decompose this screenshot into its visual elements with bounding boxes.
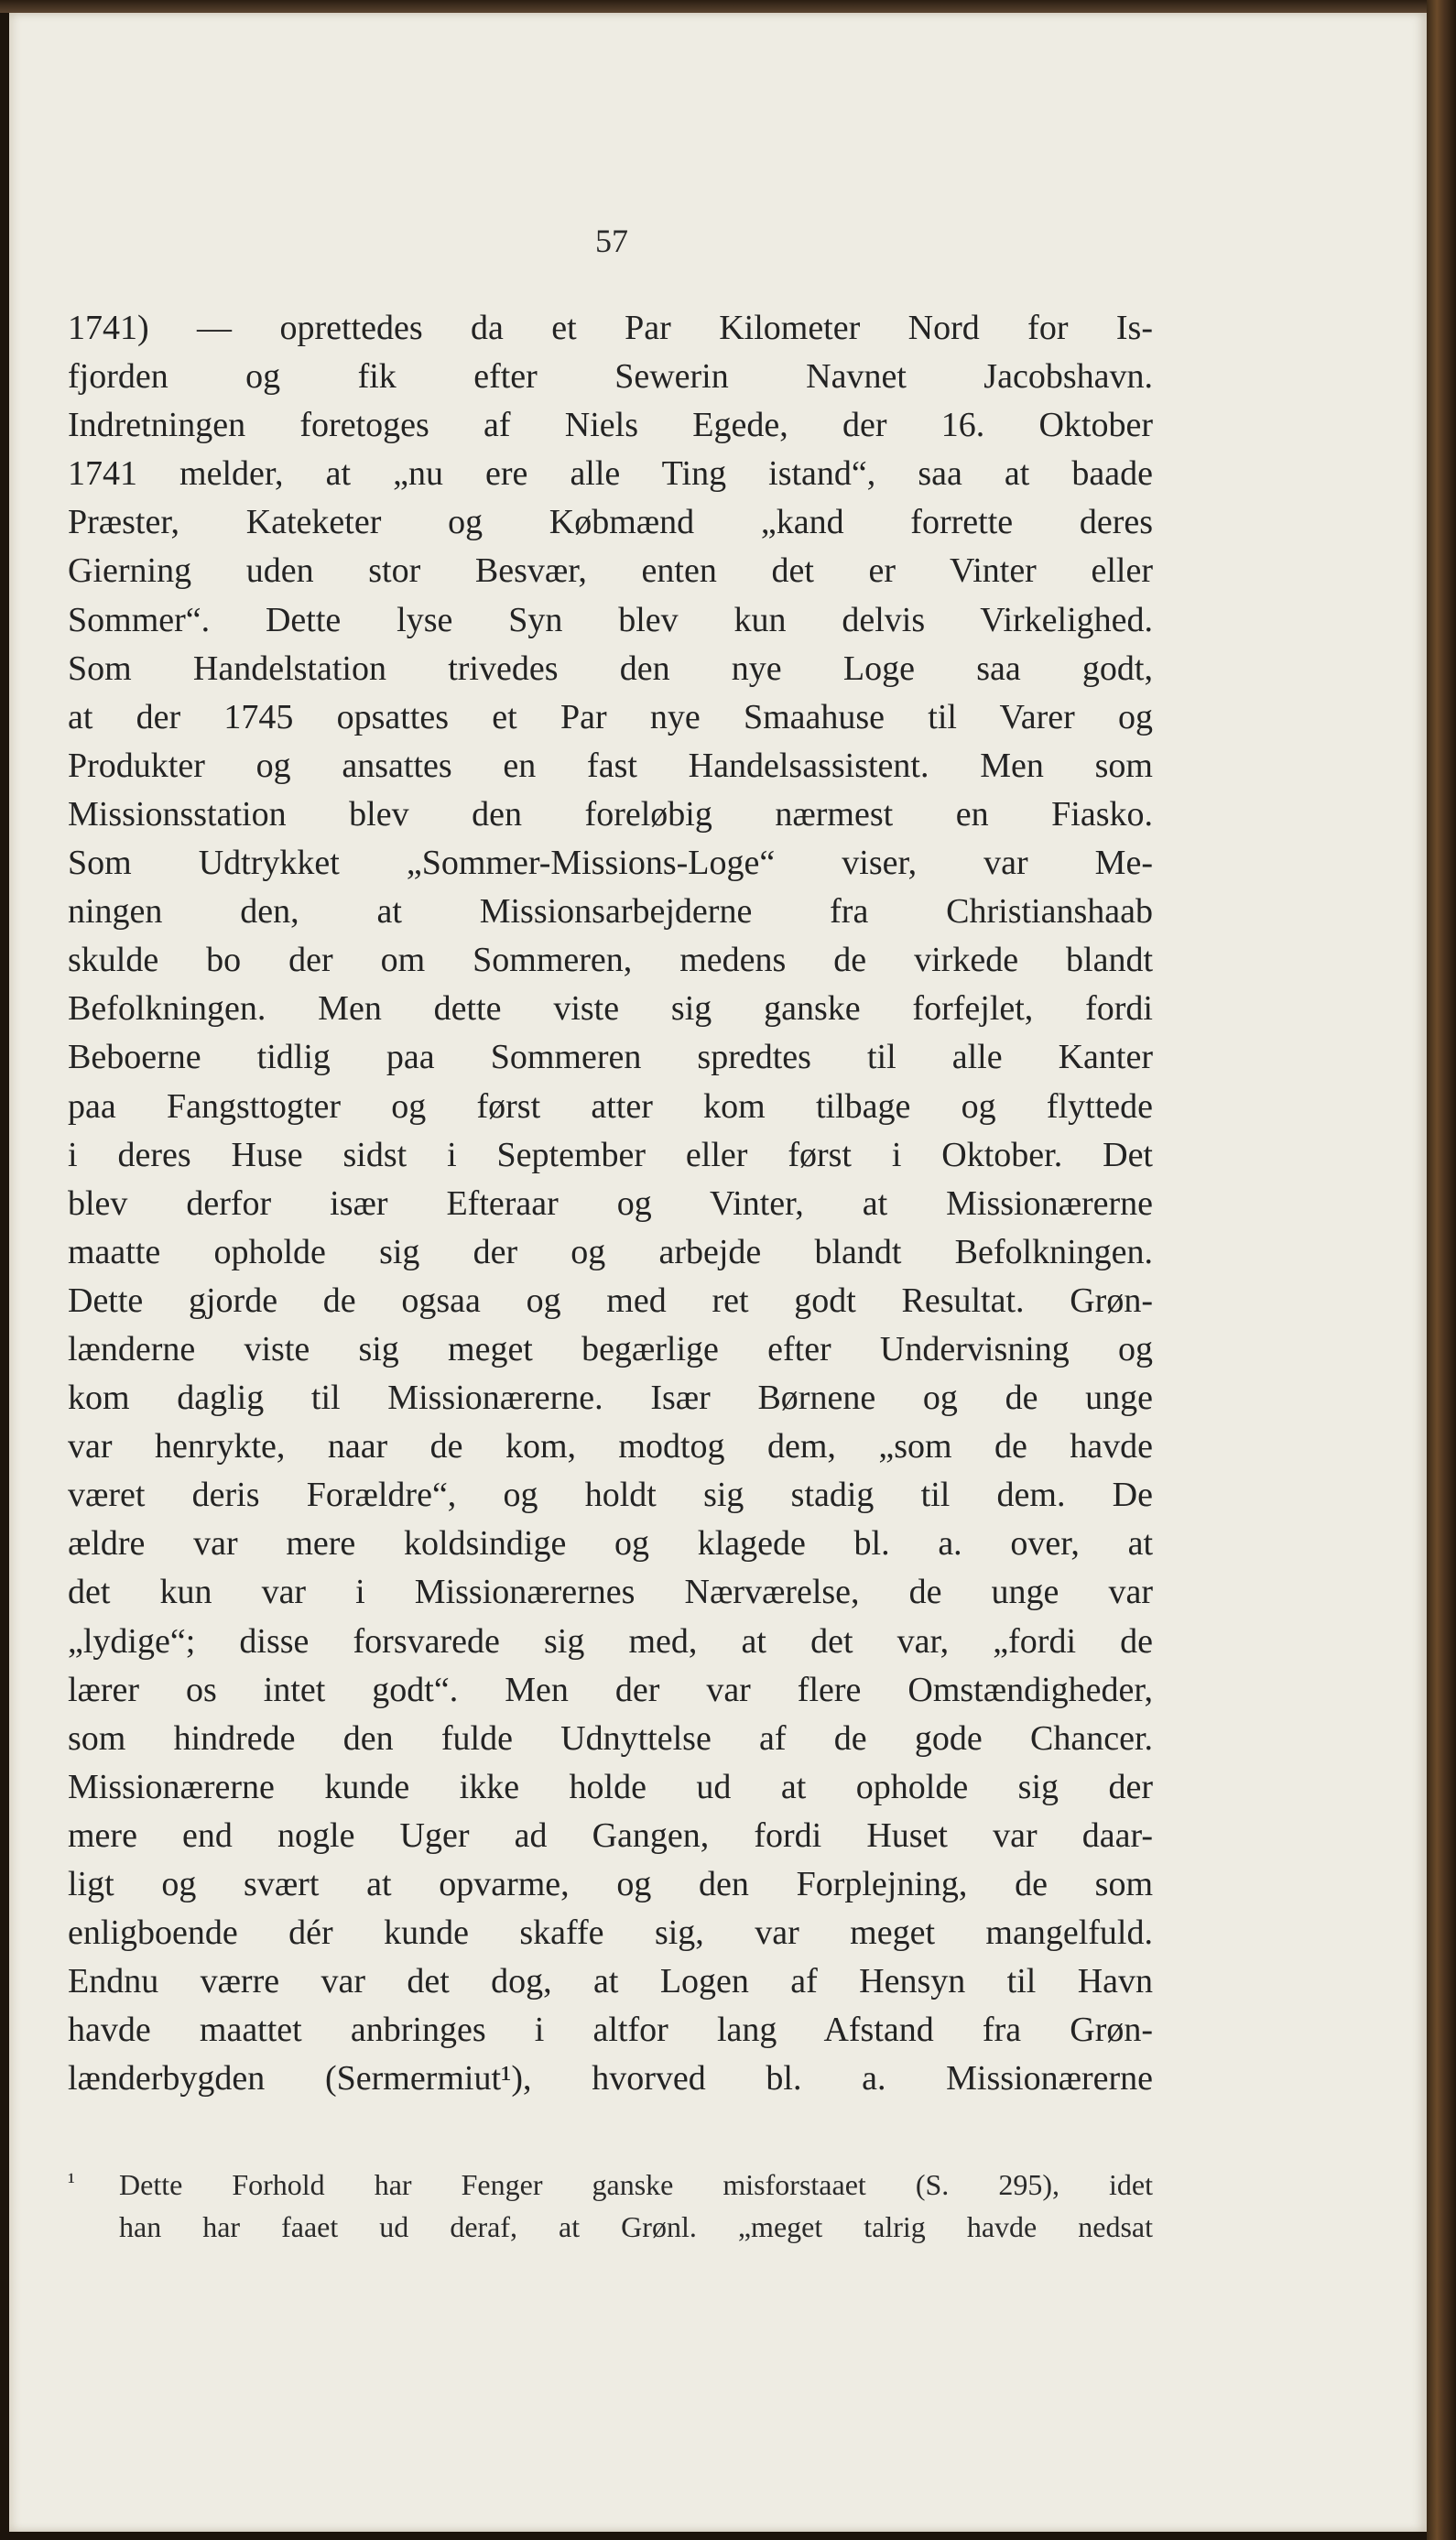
text-line: var henrykte, naar de kom, modtog dem, „som de havde [68, 1427, 1153, 1466]
text-line: ningen den, at Missionsarbejderne fra Christianshaab [68, 892, 1153, 932]
text-line: Produkter og ansattes en fast Handelsassistent. Men som [68, 746, 1153, 785]
book-spine [1427, 0, 1456, 2540]
text-line: Beboerne tidlig paa Sommeren spredtes til alle Kanter [68, 1038, 1153, 1077]
text-line: Gierning uden stor Besvær, enten det er Vinter eller [68, 551, 1153, 591]
body-text [68, 304, 1153, 2103]
footnote-line: han har faaet ud deraf, at Grønl. „meget talrig havde nedsat [119, 2210, 1153, 2243]
text-line: enligboende dér kunde skaffe sig, var meget mangelfuld. [68, 1913, 1153, 1953]
text-line: Sommer“. Dette lyse Syn blev kun delvis Virkelighed. [68, 600, 1153, 639]
book-page [9, 13, 1427, 2532]
footnote-marker: ¹ [68, 2168, 75, 2195]
text-line: at der 1745 opsattes et Par nye Smaahuse til Varer og [68, 697, 1153, 736]
text-line: skulde bo der om Sommeren, medens de virkede blandt [68, 941, 1153, 980]
text-line: havde maattet anbringes i altfor lang Afstand fra Grøn- [68, 2011, 1153, 2050]
text-line: Indretningen foretoges af Niels Egede, der 16. Oktober [68, 406, 1153, 445]
text-line: 1741 melder, at „nu ere alle Ting istand“, saa at baade [68, 454, 1153, 494]
text-line: maatte opholde sig der og arbejde blandt Befolkningen. [68, 1232, 1153, 1271]
page-number: 57 [595, 223, 628, 259]
text-line: kom daglig til Missionærerne. Især Børnene og de unge [68, 1379, 1153, 1418]
text-line: ældre var mere koldsindige og klagede bl. a. over, at [68, 1524, 1153, 1564]
text-line: Som Udtrykket „Sommer-Missions-Loge“ viser, var Me- [68, 844, 1153, 883]
text-line: Som Handelstation trivedes den nye Loge saa godt, [68, 649, 1153, 688]
text-line: Præster, Kateketer og Købmænd „kand forrette deres [68, 503, 1153, 542]
text-line: Befolkningen. Men dette viste sig ganske forfejlet, fordi [68, 989, 1153, 1029]
text-line: lænderne viste sig meget begærlige efter Undervisning og [68, 1329, 1153, 1368]
text-line: Missionsstation blev den foreløbig nærmest en Fiasko. [68, 794, 1153, 834]
text-line: Endnu værre var det dog, at Logen af Hensyn til Havn [68, 1962, 1153, 2001]
footnote-line [68, 2164, 1153, 2206]
text-line: lærer os intet godt“. Men der var flere Omstændigheder, [68, 1670, 1153, 1709]
text-line: „lydige“; disse forsvarede sig med, at det var, „fordi de [68, 1621, 1153, 1661]
text-line: fjorden og fik efter Sewerin Navnet Jacobshavn. [68, 357, 1153, 397]
text-line: mere end nogle Uger ad Gangen, fordi Huset var daar- [68, 1815, 1153, 1855]
text-line: som hindrede den fulde Udnyttelse af de gode Chancer. [68, 1718, 1153, 1758]
text-line: Missionærerne kunde ikke holde ud at opholde sig der [68, 1767, 1153, 1806]
page-top-edge [0, 0, 1456, 13]
text-line: lænderbygden (Sermermiut¹), hvorved bl. a. Missionærerne [68, 2059, 1153, 2098]
text-line: ligt og svært at opvarme, og den Forplejning, de som [68, 1865, 1153, 1903]
text-line: blev derfor især Efteraar og Vinter, at Missionærerne [68, 1183, 1153, 1223]
text-line: i deres Huse sidst i September eller først i Oktober. Det [68, 1135, 1153, 1174]
footnote-text: Dette Forhold har Fenger ganske misforstaaet (S. 295), idet [119, 2168, 1153, 2201]
text-line: det kun var i Missionærernes Nærværelse, de unge var [68, 1573, 1153, 1612]
text-line: 1741) — oprettedes da et Par Kilometer Nord for Is- [68, 309, 1153, 347]
footnote [68, 2164, 1153, 2248]
text-line: Dette gjorde de ogsaa og med ret godt Resultat. Grøn- [68, 1281, 1153, 1320]
text-line: været deris Forældre“, og holdt sig stadig til dem. De [68, 1476, 1153, 1515]
text-line: paa Fangsttogter og først atter kom tilbage og flyttede [68, 1086, 1153, 1126]
